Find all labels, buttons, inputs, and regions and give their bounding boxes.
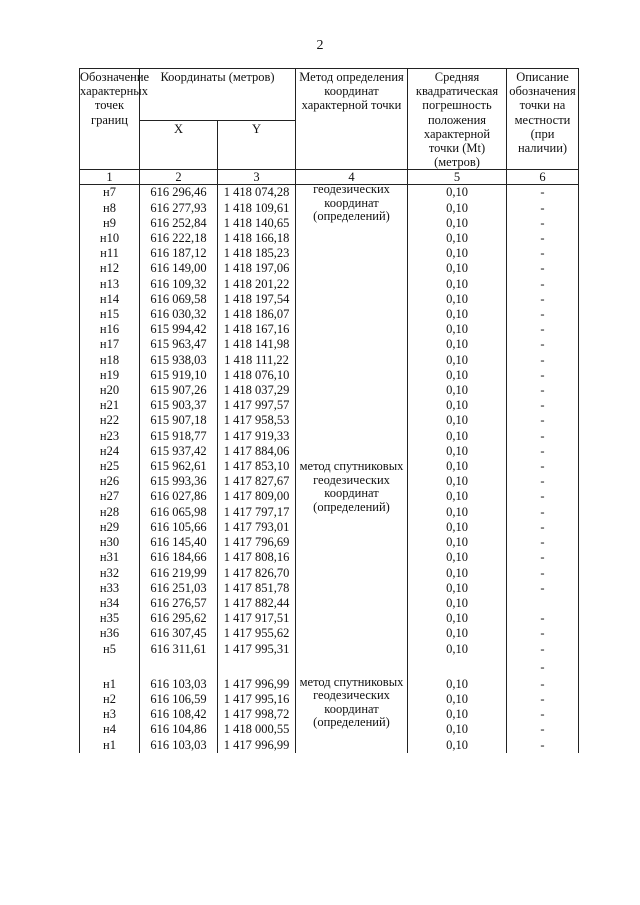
description-cell: - [507, 566, 579, 581]
description-cell: - [507, 277, 579, 292]
coord-x-cell: 616 030,32 [140, 307, 218, 322]
error-cell: 0,10 [408, 277, 507, 292]
coord-y-cell: 1 418 186,07 [218, 307, 296, 322]
error-cell: 0,10 [408, 444, 507, 459]
description-cell: - [507, 611, 579, 626]
header-description: Описание обозначения точки на местности (при наличии) [507, 69, 579, 170]
point-id-cell: н35 [80, 611, 140, 626]
point-id-cell: н32 [80, 566, 140, 581]
error-cell: 0,10 [408, 707, 507, 722]
point-id-cell: н23 [80, 429, 140, 444]
description-cell: - [507, 505, 579, 520]
point-id-cell: н19 [80, 368, 140, 383]
empty-cell [140, 657, 218, 677]
description-cell: - [507, 353, 579, 368]
coord-x-cell: 616 069,58 [140, 292, 218, 307]
empty-cell [408, 657, 507, 677]
point-id-cell: н17 [80, 337, 140, 352]
point-id-cell: н30 [80, 535, 140, 550]
coord-y-cell: 1 417 808,16 [218, 550, 296, 565]
coord-x-cell: 616 109,32 [140, 277, 218, 292]
point-id-cell: н1 [80, 677, 140, 692]
point-id-cell: н2 [80, 692, 140, 707]
point-id-cell: н36 [80, 626, 140, 641]
error-cell: 0,10 [408, 398, 507, 413]
description-cell: - [507, 489, 579, 504]
description-cell: - [507, 231, 579, 246]
description-cell: - [507, 677, 579, 692]
coord-x-cell: 616 276,57 [140, 596, 218, 611]
page-number: 2 [316, 38, 324, 53]
description-cell [507, 596, 579, 611]
coord-x-cell: 616 295,62 [140, 611, 218, 626]
error-cell: 0,10 [408, 489, 507, 504]
description-cell: - [507, 337, 579, 352]
point-id-cell: н20 [80, 383, 140, 398]
table-row [80, 185, 579, 201]
point-id-cell: н27 [80, 489, 140, 504]
coord-y-cell: 1 417 997,57 [218, 398, 296, 413]
coord-x-cell: 615 918,77 [140, 429, 218, 444]
error-cell: 0,10 [408, 353, 507, 368]
coord-x-cell: 616 222,18 [140, 231, 218, 246]
description-cell: - [507, 368, 579, 383]
coord-y-cell: 1 418 197,54 [218, 292, 296, 307]
description-cell: - [507, 642, 579, 657]
table-body [80, 182, 579, 753]
error-cell: 0,10 [408, 642, 507, 657]
coord-y-cell: 1 417 995,31 [218, 642, 296, 657]
error-cell: 0,10 [408, 692, 507, 707]
error-cell: 0,10 [408, 201, 507, 216]
error-cell: 0,10 [408, 738, 507, 753]
coord-y-cell: 1 417 917,51 [218, 611, 296, 626]
coord-y-cell: 1 417 827,67 [218, 474, 296, 489]
description-cell: - [507, 626, 579, 641]
column-number: 1 [80, 170, 140, 185]
coord-x-cell: 616 251,03 [140, 581, 218, 596]
coord-x-cell: 616 252,84 [140, 216, 218, 231]
table-header [80, 69, 579, 185]
coord-x-cell: 616 103,03 [140, 677, 218, 692]
coord-y-cell: 1 418 140,65 [218, 216, 296, 231]
error-cell: 0,10 [408, 722, 507, 737]
error-cell: 0,10 [408, 611, 507, 626]
coord-y-cell: 1 418 166,18 [218, 231, 296, 246]
coord-x-cell: 615 963,47 [140, 337, 218, 352]
point-id-cell: н7 [80, 185, 140, 201]
coord-x-cell: 616 219,99 [140, 566, 218, 581]
coord-x-cell: 616 149,00 [140, 261, 218, 276]
coord-y-cell: 1 417 853,10 [218, 459, 296, 474]
method-text: метод спутниковых геодезических координат (определений) [299, 674, 404, 730]
point-id-cell: н3 [80, 707, 140, 722]
point-id-cell: н29 [80, 520, 140, 535]
point-id-cell: н33 [80, 581, 140, 596]
error-cell: 0,10 [408, 474, 507, 489]
point-id-cell: н26 [80, 474, 140, 489]
boundary-points-table [79, 68, 579, 753]
empty-cell [218, 657, 296, 677]
description-cell: - [507, 535, 579, 550]
coord-x-cell: 615 938,03 [140, 353, 218, 368]
coord-x-cell: 615 919,10 [140, 368, 218, 383]
description-cell: - [507, 738, 579, 753]
table-row [80, 677, 579, 692]
coord-y-cell: 1 417 826,70 [218, 566, 296, 581]
coord-y-cell: 1 417 996,99 [218, 738, 296, 753]
error-cell: 0,10 [408, 337, 507, 352]
point-id-cell: н8 [80, 201, 140, 216]
coord-y-cell: 1 418 167,16 [218, 322, 296, 337]
empty-cell [80, 657, 140, 677]
header-method: Метод определения координат характерной точки [296, 69, 408, 170]
header-y: Y [218, 121, 296, 170]
error-cell: 0,10 [408, 459, 507, 474]
coord-y-cell: 1 418 111,22 [218, 353, 296, 368]
coord-x-cell: 615 993,36 [140, 474, 218, 489]
method-text: метод спутниковых геодезических координат (определений) [299, 459, 404, 514]
coord-y-cell: 1 418 037,29 [218, 383, 296, 398]
description-cell: - [507, 657, 579, 677]
point-id-cell: н18 [80, 353, 140, 368]
coord-y-cell: 1 417 995,16 [218, 692, 296, 707]
description-cell: - [507, 413, 579, 428]
point-id-cell: н31 [80, 550, 140, 565]
description-cell: - [507, 459, 579, 474]
coord-x-cell: 616 277,93 [140, 201, 218, 216]
description-cell: - [507, 216, 579, 231]
error-cell: 0,10 [408, 626, 507, 641]
coord-y-cell: 1 417 919,33 [218, 429, 296, 444]
description-cell: - [507, 322, 579, 337]
description-cell: - [507, 444, 579, 459]
error-cell: 0,10 [408, 596, 507, 611]
header-x: X [140, 121, 218, 170]
description-cell: - [507, 261, 579, 276]
point-id-cell: н16 [80, 322, 140, 337]
point-id-cell: н10 [80, 231, 140, 246]
error-cell: 0,10 [408, 383, 507, 398]
description-cell: - [507, 520, 579, 535]
error-cell: 0,10 [408, 261, 507, 276]
error-cell: 0,10 [408, 185, 507, 201]
description-cell: - [507, 307, 579, 322]
error-cell: 0,10 [408, 413, 507, 428]
point-id-cell: н5 [80, 642, 140, 657]
point-id-cell: н9 [80, 216, 140, 231]
coord-y-cell: 1 418 109,61 [218, 201, 296, 216]
error-cell: 0,10 [408, 216, 507, 231]
coord-x-cell: 616 108,42 [140, 707, 218, 722]
error-cell: 0,10 [408, 429, 507, 444]
coord-x-cell: 616 296,46 [140, 185, 218, 201]
coord-x-cell: 615 962,61 [140, 459, 218, 474]
coord-y-cell: 1 417 809,00 [218, 489, 296, 504]
error-cell: 0,10 [408, 368, 507, 383]
coord-y-cell: 1 417 793,01 [218, 520, 296, 535]
error-cell: 0,10 [408, 566, 507, 581]
coord-x-cell: 616 184,66 [140, 550, 218, 565]
point-id-cell: н14 [80, 292, 140, 307]
point-id-cell: н25 [80, 459, 140, 474]
point-id-cell: н21 [80, 398, 140, 413]
method-cell [296, 182, 408, 677]
coord-y-cell: 1 418 185,23 [218, 246, 296, 261]
point-id-cell: н12 [80, 261, 140, 276]
column-number: 2 [140, 170, 218, 185]
error-cell: 0,10 [408, 322, 507, 337]
coord-x-cell: 616 105,66 [140, 520, 218, 535]
description-cell: - [507, 722, 579, 737]
point-id-cell: н11 [80, 246, 140, 261]
coord-x-cell: 616 027,86 [140, 489, 218, 504]
method-cell [296, 674, 408, 753]
coord-y-cell: 1 418 141,98 [218, 337, 296, 352]
description-cell: - [507, 201, 579, 216]
coord-y-cell: 1 417 797,17 [218, 505, 296, 520]
error-cell: 0,10 [408, 292, 507, 307]
description-cell: - [507, 707, 579, 722]
coord-y-cell: 1 417 998,72 [218, 707, 296, 722]
header-error: Средняя квадратическая погрешность положения характерной точки (Mt) (метров) [408, 69, 507, 170]
coord-x-cell: 615 907,26 [140, 383, 218, 398]
coord-y-cell: 1 418 000,55 [218, 722, 296, 737]
coord-y-cell: 1 418 201,22 [218, 277, 296, 292]
column-number: 3 [218, 170, 296, 185]
coord-x-cell: 616 145,40 [140, 535, 218, 550]
coord-x-cell: 616 106,59 [140, 692, 218, 707]
point-id-cell: н1 [80, 738, 140, 753]
coord-x-cell: 616 103,03 [140, 738, 218, 753]
coord-x-cell: 616 065,98 [140, 505, 218, 520]
coord-y-cell: 1 418 076,10 [218, 368, 296, 383]
point-id-cell: н13 [80, 277, 140, 292]
coord-x-cell: 615 903,37 [140, 398, 218, 413]
coord-y-cell: 1 417 996,99 [218, 677, 296, 692]
description-cell: - [507, 474, 579, 489]
description-cell: - [507, 429, 579, 444]
column-number: 5 [408, 170, 507, 185]
description-cell: - [507, 246, 579, 261]
point-id-cell: н24 [80, 444, 140, 459]
method-text: геодезических координат (определений) [313, 182, 390, 224]
description-cell: - [507, 398, 579, 413]
coord-y-cell: 1 417 796,69 [218, 535, 296, 550]
error-cell: 0,10 [408, 246, 507, 261]
error-cell: 0,10 [408, 677, 507, 692]
coord-y-cell: 1 418 197,06 [218, 261, 296, 276]
point-id-cell: н28 [80, 505, 140, 520]
column-number: 6 [507, 170, 579, 185]
coord-x-cell: 616 104,86 [140, 722, 218, 737]
coord-x-cell: 616 187,12 [140, 246, 218, 261]
coord-x-cell: 615 907,18 [140, 413, 218, 428]
description-cell: - [507, 292, 579, 307]
coord-y-cell: 1 417 955,62 [218, 626, 296, 641]
point-id-cell: н4 [80, 722, 140, 737]
description-cell: - [507, 383, 579, 398]
description-cell: - [507, 692, 579, 707]
error-cell: 0,10 [408, 231, 507, 246]
coord-x-cell: 616 307,45 [140, 626, 218, 641]
point-id-cell: н34 [80, 596, 140, 611]
error-cell: 0,10 [408, 520, 507, 535]
coord-y-cell: 1 417 958,53 [218, 413, 296, 428]
error-cell: 0,10 [408, 535, 507, 550]
coord-y-cell: 1 417 851,78 [218, 581, 296, 596]
point-id-cell: н15 [80, 307, 140, 322]
coord-y-cell: 1 418 074,28 [218, 185, 296, 201]
coord-x-cell: 615 994,42 [140, 322, 218, 337]
error-cell: 0,10 [408, 550, 507, 565]
header-coordinates: Координаты (метров) [140, 69, 296, 121]
description-cell: - [507, 550, 579, 565]
coord-y-cell: 1 417 884,06 [218, 444, 296, 459]
column-number: 4 [296, 170, 408, 185]
description-cell: - [507, 185, 579, 201]
description-cell: - [507, 581, 579, 596]
error-cell: 0,10 [408, 581, 507, 596]
error-cell: 0,10 [408, 307, 507, 322]
coord-x-cell: 616 311,61 [140, 642, 218, 657]
coord-y-cell: 1 417 882,44 [218, 596, 296, 611]
header-designation: Обозначение характерных точек границ [80, 69, 140, 170]
error-cell: 0,10 [408, 505, 507, 520]
point-id-cell: н22 [80, 413, 140, 428]
coord-x-cell: 615 937,42 [140, 444, 218, 459]
